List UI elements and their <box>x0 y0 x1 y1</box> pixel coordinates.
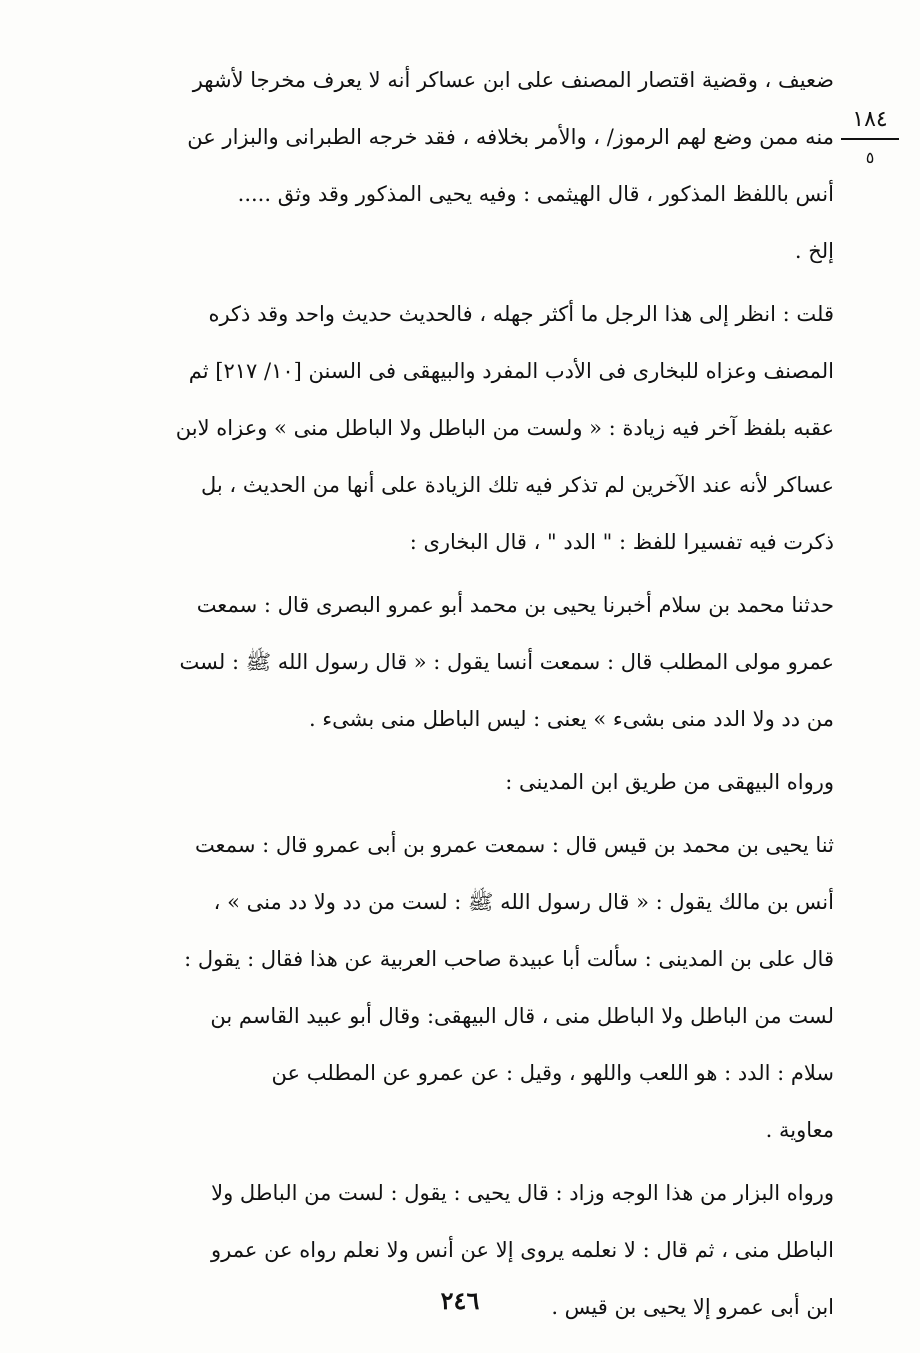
text-line: منه ممن وضع لهم الرموز/ ، والأمر بخلافه ، فقد خرجه الطبرانى والبزار عن <box>187 125 834 149</box>
page-number: ٢٤٦ <box>440 1286 480 1315</box>
margin-reference <box>840 108 900 170</box>
text-line: من دد ولا الدد منى بشىء » يعنى : ليس الباطل منى بشىء . <box>308 707 834 731</box>
text-line: ذكرت فيه تفسيرا للفظ : " الدد " ، قال البخارى : <box>409 530 834 554</box>
paragraph <box>112 286 834 571</box>
paragraph <box>112 817 834 1159</box>
text-line: المصنف وعزاه للبخارى فى الأدب المفرد والبيهقى فى السنن [١٠/ ٢١٧] ثم <box>188 359 834 383</box>
text-line: قال على بن المدينى : سألت أبا عبيدة صاحب العربية عن هذا فقال : يقول : <box>184 947 834 971</box>
paragraph <box>112 52 834 280</box>
text-line: معاوية . <box>765 1118 834 1142</box>
text-line: ورواه البزار من هذا الوجه وزاد : قال يحيى : يقول : لست من الباطل ولا <box>211 1181 834 1205</box>
text-line: عقبه بلفظ آخر فيه زيادة : « ولست من الباطل ولا الباطل منى » وعزاه لابن <box>175 416 834 440</box>
text-line: ثنا يحيى بن محمد بن قيس قال : سمعت عمرو بن أبى عمرو قال : سمعت <box>194 833 834 857</box>
paragraph <box>112 577 834 748</box>
text-line: حدثنا محمد بن سلام أخبرنا يحيى بن محمد أبو عمرو البصرى قال : سمعت <box>196 593 834 617</box>
margin-reference-rule <box>841 138 899 140</box>
text-line: إلخ . <box>794 239 834 263</box>
text-line: عمرو مولى المطلب قال : سمعت أنسا يقول : « قال رسول الله ﷺ : لست <box>179 650 834 674</box>
text-line: قلت : انظر إلى هذا الرجل ما أكثر جهله ، فالحديث حديث واحد وقد ذكره <box>208 302 834 326</box>
text-line: سلام : الدد : هو اللعب واللهو ، وقيل : عن عمرو عن المطلب عن <box>271 1061 834 1085</box>
margin-reference-top: ١٨٤ <box>852 107 888 132</box>
paragraph <box>112 754 834 811</box>
text-line: الباطل منى ، ثم قال : لا نعلمه يروى إلا عن أنس ولا نعلم رواه عن عمرو <box>211 1238 834 1262</box>
text-line: لست من الباطل ولا الباطل منى ، قال البيهقى: وقال أبو عبيد القاسم بن <box>210 1004 834 1028</box>
margin-reference-bottom: ٥ <box>865 148 875 167</box>
text-line: أنس بن مالك يقول : « قال رسول الله ﷺ : لست من دد ولا دد منى » ، <box>213 890 834 914</box>
text-line: عساكر لأنه عند الآخرين لم تذكر فيه تلك الزيادة على أنها من الحديث ، بل <box>200 473 834 497</box>
text-line: ضعيف ، وقضية اقتصار المصنف على ابن عساكر أنه لا يعرف مخرجا لأشهر <box>192 68 834 92</box>
text-line: ابن أبى عمرو إلا يحيى بن قيس . <box>551 1295 834 1319</box>
body-text <box>112 52 834 1342</box>
text-line: ورواه البيهقى من طريق ابن المدينى : <box>505 770 834 794</box>
text-line: أنس باللفظ المذكور ، قال الهيثمى : وفيه يحيى المذكور وقد وثق ..... <box>237 182 834 206</box>
